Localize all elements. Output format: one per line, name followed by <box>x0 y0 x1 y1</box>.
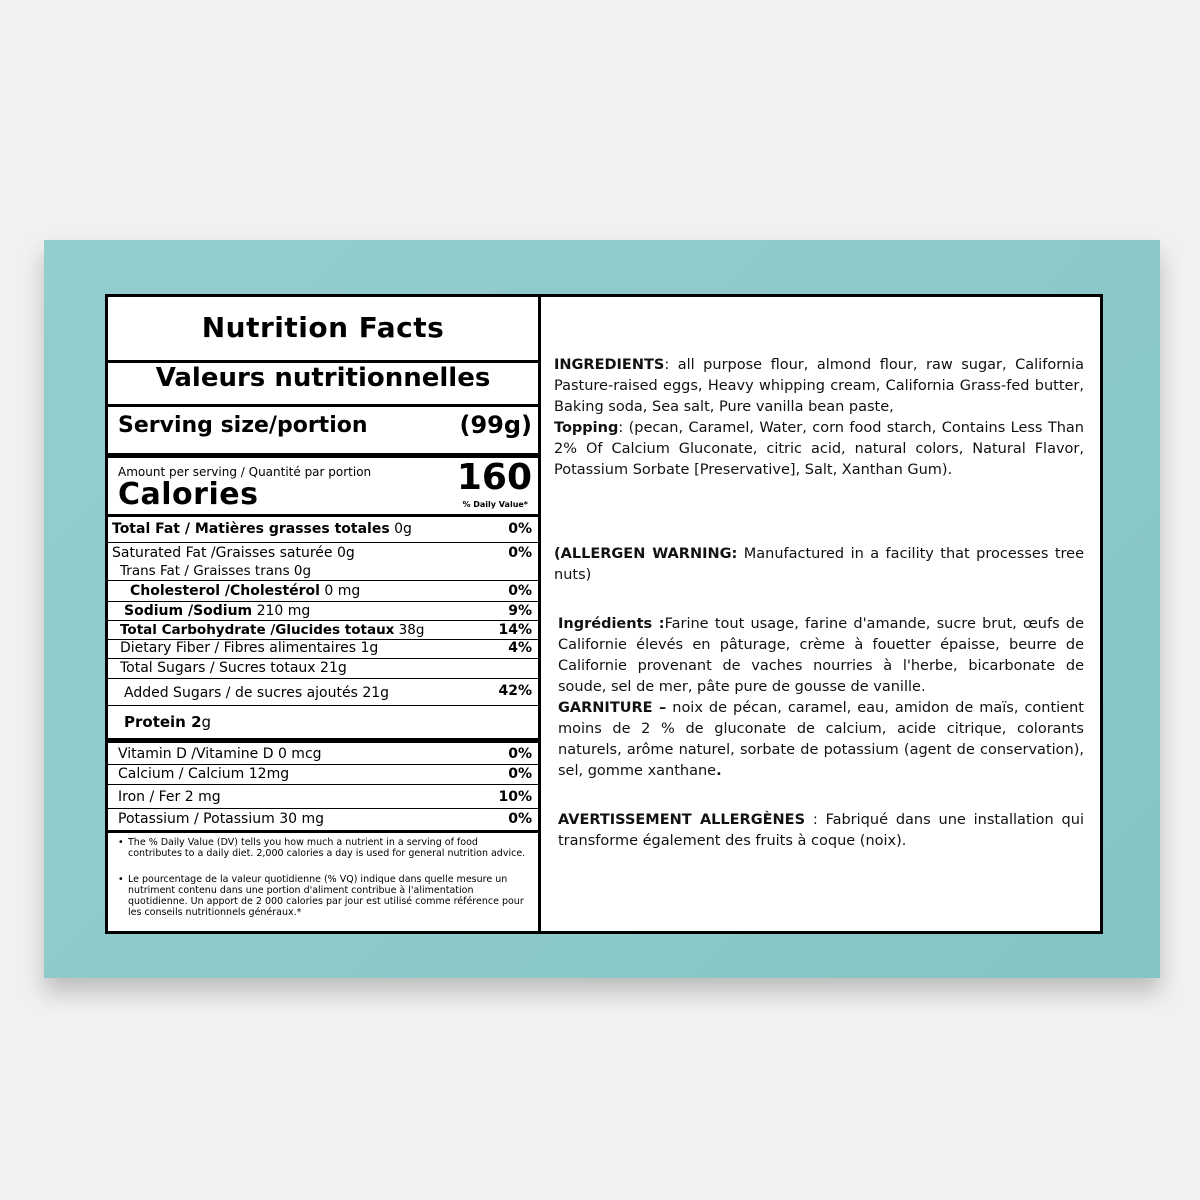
ingredients-label: INGREDIENTS <box>554 357 665 373</box>
calories-value: 160 <box>456 457 532 498</box>
divider <box>108 705 538 706</box>
divider <box>108 404 538 407</box>
amount-per-serving: Amount per serving / Quantité par portion <box>118 465 372 479</box>
footnote-en: • The % Daily Value (DV) tells you how much a nutrient in a serving of food contributes to a daily diet. 2,000 calories a day is used for general nutrition advice. <box>118 837 526 859</box>
vitamin-row-calcium: Calcium / Calcium 12mg 0% <box>118 766 532 782</box>
nutrient-row-cholesterol: Cholesterol /Cholestérol 0 mg 0% <box>130 583 532 599</box>
nutrient-row-protein: Protein 2g <box>124 713 212 731</box>
nutrient-row-sodium: Sodium /Sodium 210 mg 9% <box>124 603 532 619</box>
divider-thick <box>108 738 538 743</box>
ingredients-en: INGREDIENTS: all purpose flour, almond flour, raw sugar, California Pasture-raised eggs, Heavy whipping cream, California Grass-fed butter, Baking soda, Sea salt, Pure vanilla bean paste, Topping: (pecan, Caramel, Water, corn food starch, Contains Less Than 2% Of Calcium Gluconate, citric acid, natural colors, Natural Flavor, Potassium Sorbate [Preservative], Salt, Xanthan Gum). <box>554 357 1084 478</box>
garniture-label: GARNITURE – <box>558 700 667 716</box>
vitamin-row-d: Vitamin D /Vitamine D 0 mcg 0% <box>118 746 532 762</box>
divider <box>108 830 538 833</box>
divider <box>108 514 538 517</box>
serving-label: Serving size/portion <box>118 413 368 438</box>
nutrient-row-saturated-fat: Saturated Fat /Graisses saturée 0g 0% <box>112 545 532 561</box>
product-label <box>105 294 1103 934</box>
nutrient-row-added-sugars: Added Sugars / de sucres ajoutés 21g 42% <box>124 683 532 701</box>
daily-value-header: % Daily Value* <box>462 500 528 509</box>
nutrient-row-total-fat: Total Fat / Matières grasses totales 0g 0% <box>112 521 532 537</box>
divider <box>108 784 538 785</box>
nutrition-facts-panel <box>108 297 538 931</box>
serving-value: (99g) <box>459 411 532 439</box>
topping-label: Topping <box>554 420 619 436</box>
ingredients-fr-label: Ingrédients : <box>558 616 665 632</box>
nutrient-row-fiber: Dietary Fiber / Fibres alimentaires 1g 4% <box>120 640 532 656</box>
nutrition-title: Nutrition Facts <box>201 311 445 344</box>
vitamin-row-iron: Iron / Fer 2 mg 10% <box>118 789 532 805</box>
divider <box>108 678 538 679</box>
nutrition-title-fr: Valeurs nutritionnelles <box>155 363 491 393</box>
panel-divider <box>538 297 541 931</box>
nutrient-row-total-sugars: Total Sugars / Sucres totaux 21g <box>120 660 347 676</box>
allergen-warning-fr: AVERTISSEMENT ALLERGÈNES : Fabriqué dans une installation qui transforme également des fruits à coque (noix). <box>558 812 1084 849</box>
ingredients-fr: Ingrédients :Farine tout usage, farine d'amande, sucre brut, œufs de Californie élevés en pâturage, crème à fouetter épaisse, beurre de Californie provenant de vaches nourries à l'herbe, bicarbonate de soude, sel de mer, pâte pure de gousse de vanille. GARNITURE – noix de pécan, caramel, eau, amidon de maïs, contient moins de 2 % de gluconate de calcium, acide citrique, colorants naturels, arôme naturel, sorbate de potassium (agent de conservation), sel, gomme xanthane. <box>558 616 1084 779</box>
nutrient-row-carbohydrate: Total Carbohydrate /Glucides totaux 38g 14% <box>120 622 532 638</box>
footnote-fr: • Le pourcentage de la valeur quotidienne (% VQ) indique dans quelle mesure un nutriment contenu dans une portion d'aliment contribue à l'alimentation quotidienne. Un apport de 2 000 calories par jour est utilisé comme référence pour les conseils nutritionnels généraux.* <box>118 874 524 918</box>
vitamin-row-potassium: Potassium / Potassium 30 mg 0% <box>118 811 532 827</box>
nutrient-row-trans-fat: Trans Fat / Graisses trans 0g <box>120 563 312 579</box>
calories-label: Calories <box>118 477 259 512</box>
allergen-warning-en: (ALLERGEN WARNING: Manufactured in a facility that processes tree nuts) <box>554 546 1084 583</box>
